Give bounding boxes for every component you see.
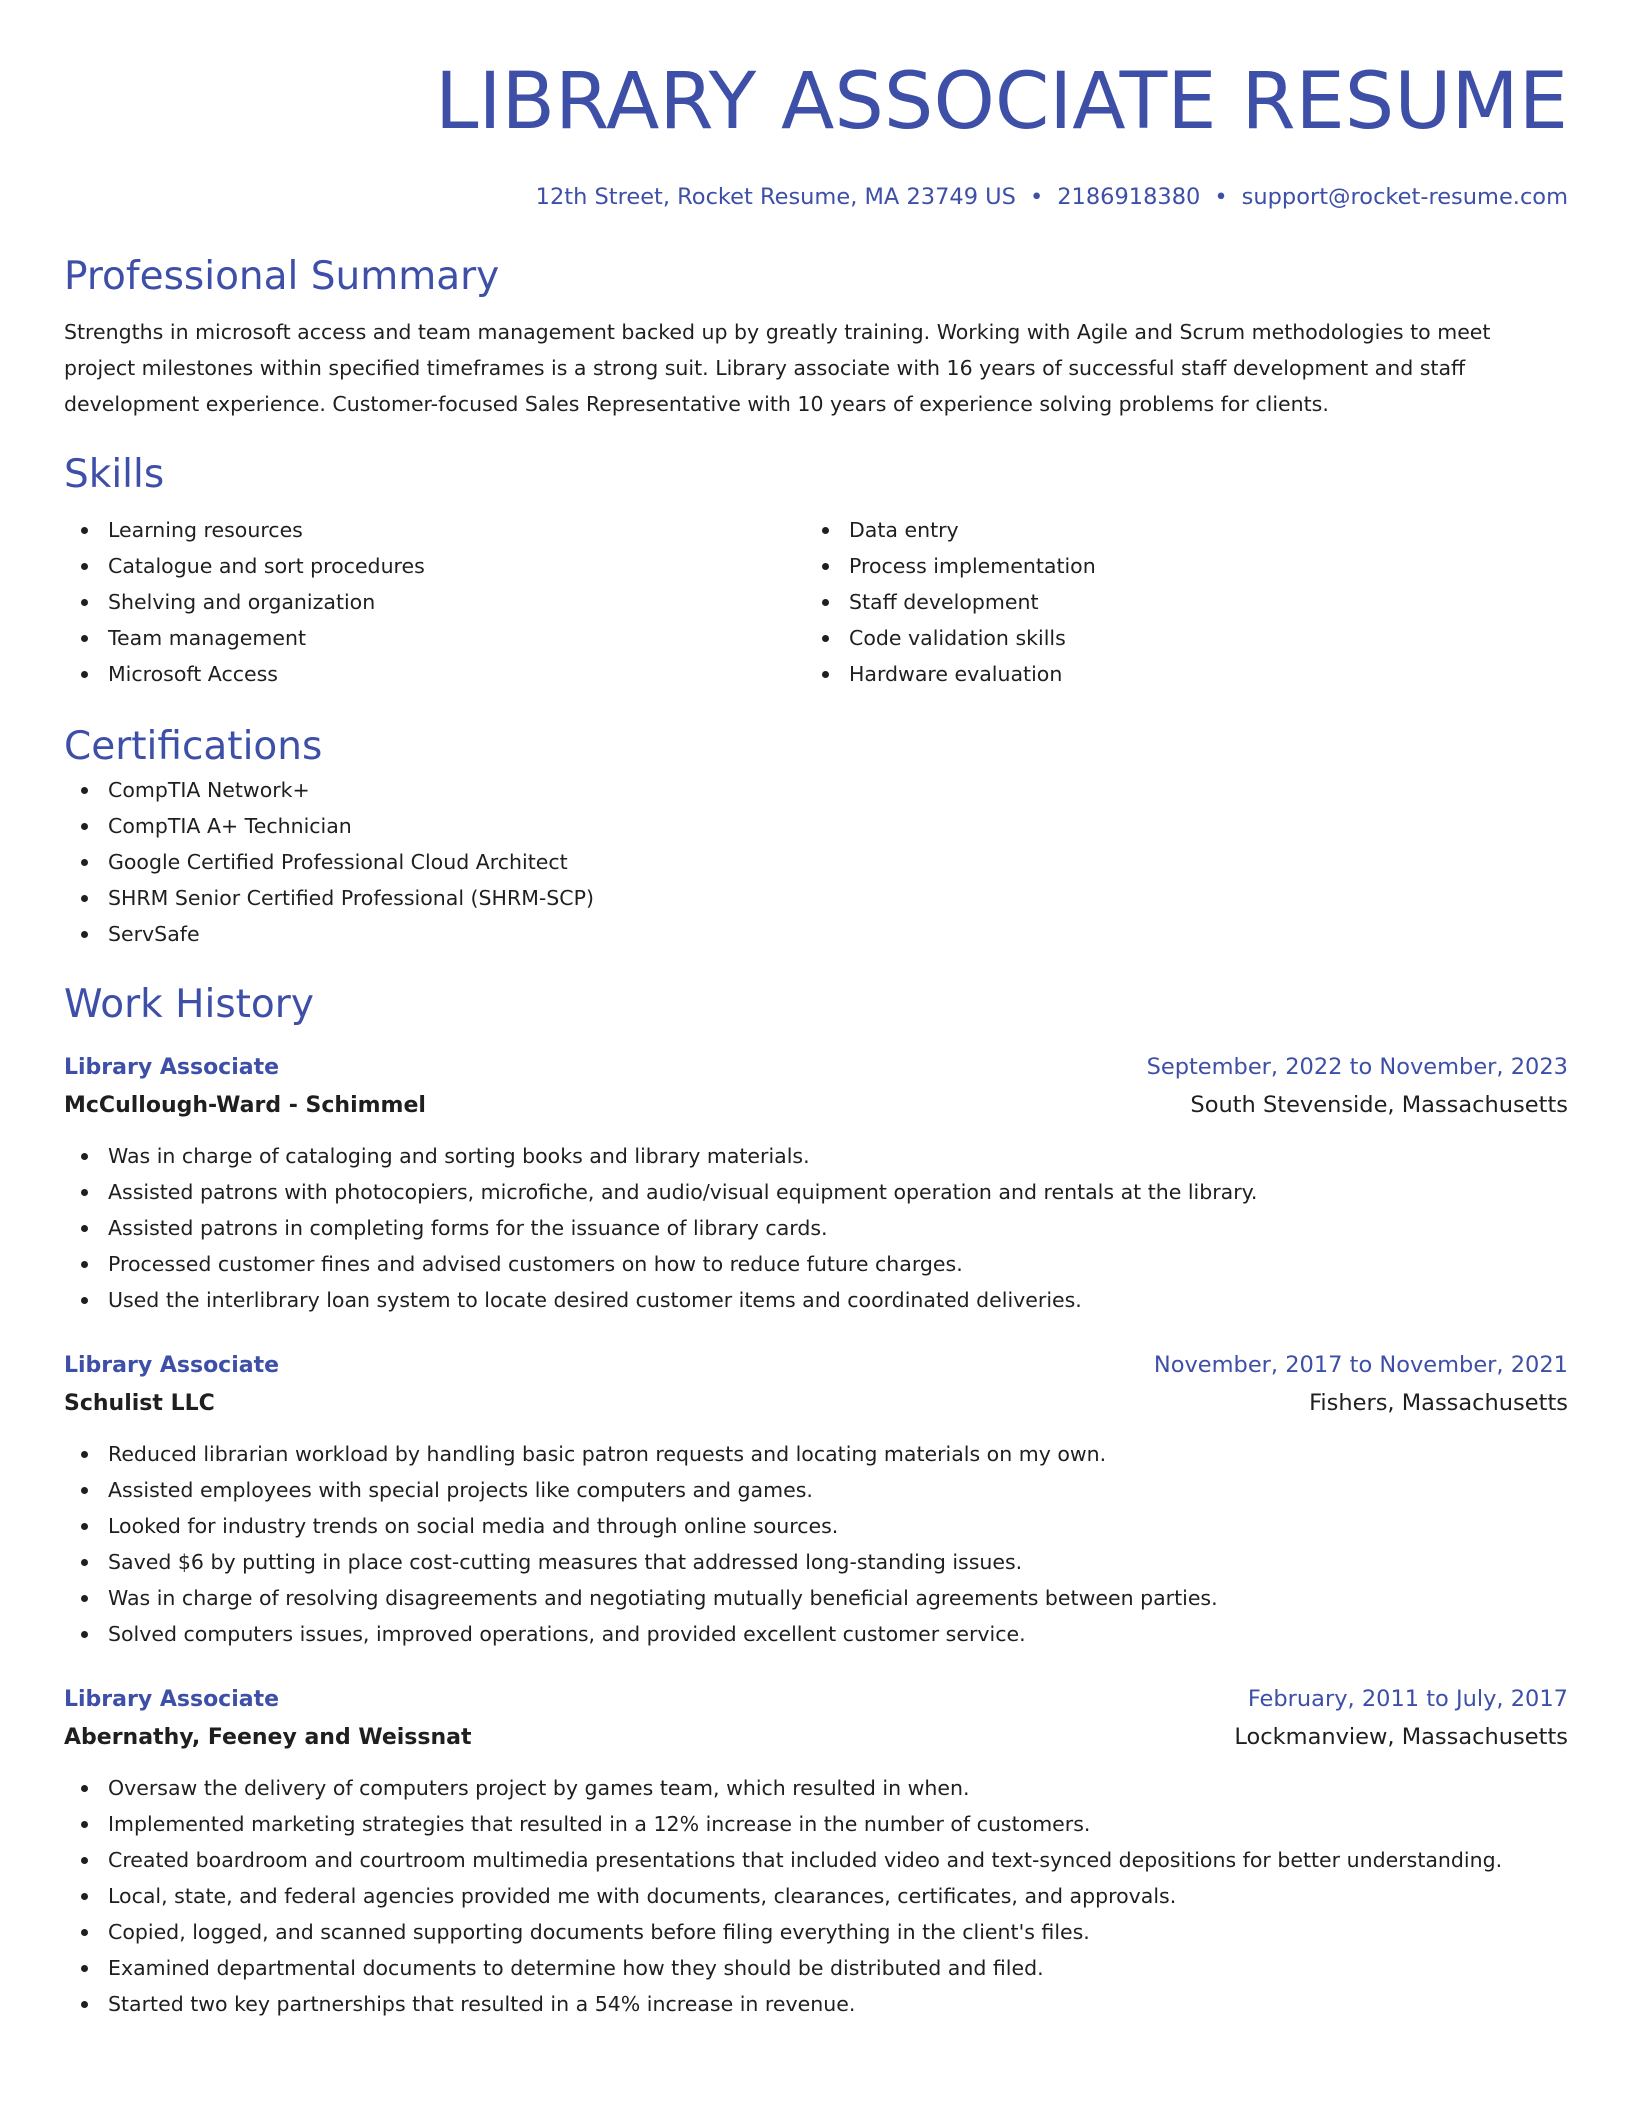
job-bullets xyxy=(64,1138,1568,1318)
certification-item: SHRM Senior Certified Professional (SHRM-SCP) xyxy=(64,880,1568,916)
job-bullet: Processed customer fines and advised customers on how to reduce future charges. xyxy=(64,1246,1568,1282)
skills-heading: Skills xyxy=(64,452,165,497)
job-company-row xyxy=(64,1383,1568,1424)
job-company: McCullough-Ward - Schimmel xyxy=(64,1093,426,1118)
job-company: Abernathy, Feeney and Weissnat xyxy=(64,1725,472,1750)
skill-item: Shelving and organization xyxy=(64,584,805,620)
job-bullet: Solved computers issues, improved operations, and provided excellent customer service. xyxy=(64,1616,1568,1652)
job-header-row xyxy=(64,1348,1568,1383)
certification-item: CompTIA A+ Technician xyxy=(64,808,1568,844)
contact-email[interactable]: support@rocket-resume.com xyxy=(1241,184,1568,210)
contact-separator: • xyxy=(1214,184,1228,210)
contact-phone: 2186918380 xyxy=(1057,184,1201,210)
certification-item: CompTIA Network+ xyxy=(64,772,1568,808)
job-company-row xyxy=(64,1085,1568,1126)
certification-item: ServSafe xyxy=(64,916,1568,952)
summary-heading: Professional Summary xyxy=(64,254,500,299)
job-header-row xyxy=(64,1050,1568,1085)
job-dates: September, 2022 to November, 2023 xyxy=(1146,1054,1568,1080)
job-location: Lockmanview, Massachusetts xyxy=(1234,1724,1568,1750)
certifications-heading: Certifications xyxy=(64,724,323,769)
job-bullet: Reduced librarian workload by handling basic patron requests and locating materials on my own. xyxy=(64,1436,1568,1472)
skill-item: Code validation skills xyxy=(805,620,1545,656)
job-dates: February, 2011 to July, 2017 xyxy=(1247,1686,1568,1712)
skill-item: Learning resources xyxy=(64,512,805,548)
skill-item: Microsoft Access xyxy=(64,656,805,692)
job-bullet: Was in charge of resolving disagreements and negotiating mutually beneficial agreements between parties. xyxy=(64,1580,1568,1616)
job-bullets xyxy=(64,1436,1568,1652)
skills-column-right xyxy=(805,512,1545,692)
resume-title: LIBRARY ASSOCIATE RESUME xyxy=(435,57,1568,147)
skill-item: Staff development xyxy=(805,584,1545,620)
job-bullet: Assisted patrons with photocopiers, microfiche, and audio/visual equipment operation and rentals at the library. xyxy=(64,1174,1568,1210)
skills-grid xyxy=(64,512,1568,692)
job-dates: November, 2017 to November, 2021 xyxy=(1153,1352,1568,1378)
job-entry xyxy=(64,1682,1568,2022)
skills-column-left xyxy=(64,512,805,692)
skills-list-left xyxy=(64,512,805,692)
job-bullet: Used the interlibrary loan system to locate desired customer items and coordinated deliveries. xyxy=(64,1282,1568,1318)
job-bullet: Saved $6 by putting in place cost-cutting measures that addressed long-standing issues. xyxy=(64,1544,1568,1580)
job-bullet: Was in charge of cataloging and sorting books and library materials. xyxy=(64,1138,1568,1174)
job-location: Fishers, Massachusetts xyxy=(1309,1390,1568,1416)
job-bullet: Started two key partnerships that resulted in a 54% increase in revenue. xyxy=(64,1986,1568,2022)
job-bullet: Copied, logged, and scanned supporting documents before filing everything in the client's files. xyxy=(64,1914,1568,1950)
skill-item: Data entry xyxy=(805,512,1545,548)
certifications-list xyxy=(64,772,1568,952)
job-bullet: Implemented marketing strategies that resulted in a 12% increase in the number of customers. xyxy=(64,1806,1568,1842)
certification-item: Google Certified Professional Cloud Architect xyxy=(64,844,1568,880)
job-header-row xyxy=(64,1682,1568,1717)
job-company-row xyxy=(64,1717,1568,1758)
job-bullet: Local, state, and federal agencies provided me with documents, clearances, certificates, and approvals. xyxy=(64,1878,1568,1914)
contact-address: 12th Street, Rocket Resume, MA 23749 US xyxy=(535,184,1016,210)
work-history-heading: Work History xyxy=(64,982,314,1027)
job-entry xyxy=(64,1050,1568,1318)
job-bullet: Assisted patrons in completing forms for the issuance of library cards. xyxy=(64,1210,1568,1246)
job-company: Schulist LLC xyxy=(64,1391,215,1416)
skills-list-right xyxy=(805,512,1545,692)
job-bullets xyxy=(64,1770,1568,2022)
job-title: Library Associate xyxy=(64,1687,280,1712)
job-location: South Stevenside, Massachusetts xyxy=(1190,1092,1568,1118)
job-bullet: Examined departmental documents to determine how they should be distributed and filed. xyxy=(64,1950,1568,1986)
skill-item: Catalogue and sort procedures xyxy=(64,548,805,584)
job-bullet: Oversaw the delivery of computers project by games team, which resulted in when. xyxy=(64,1770,1568,1806)
job-title: Library Associate xyxy=(64,1353,280,1378)
job-entry xyxy=(64,1348,1568,1652)
skill-item: Team management xyxy=(64,620,805,656)
job-bullet: Looked for industry trends on social media and through online sources. xyxy=(64,1508,1568,1544)
contact-separator: • xyxy=(1029,184,1044,210)
job-bullet: Assisted employees with special projects like computers and games. xyxy=(64,1472,1568,1508)
job-bullet: Created boardroom and courtroom multimedia presentations that included video and text-synced depositions for better understanding. xyxy=(64,1842,1568,1878)
skill-item: Hardware evaluation xyxy=(805,656,1545,692)
job-title: Library Associate xyxy=(64,1055,280,1080)
summary-text: Strengths in microsoft access and team management backed up by greatly training. Working with Agile and Scrum methodologies to meet project milestones within specified timeframes is a strong suit. Library associate with 16 years of successful staff development and staff development experience. Customer-focused Sales Representative with 10 years of experience solving problems for clients. xyxy=(64,320,1491,416)
skill-item: Process implementation xyxy=(805,548,1545,584)
contact-line xyxy=(64,182,1568,212)
